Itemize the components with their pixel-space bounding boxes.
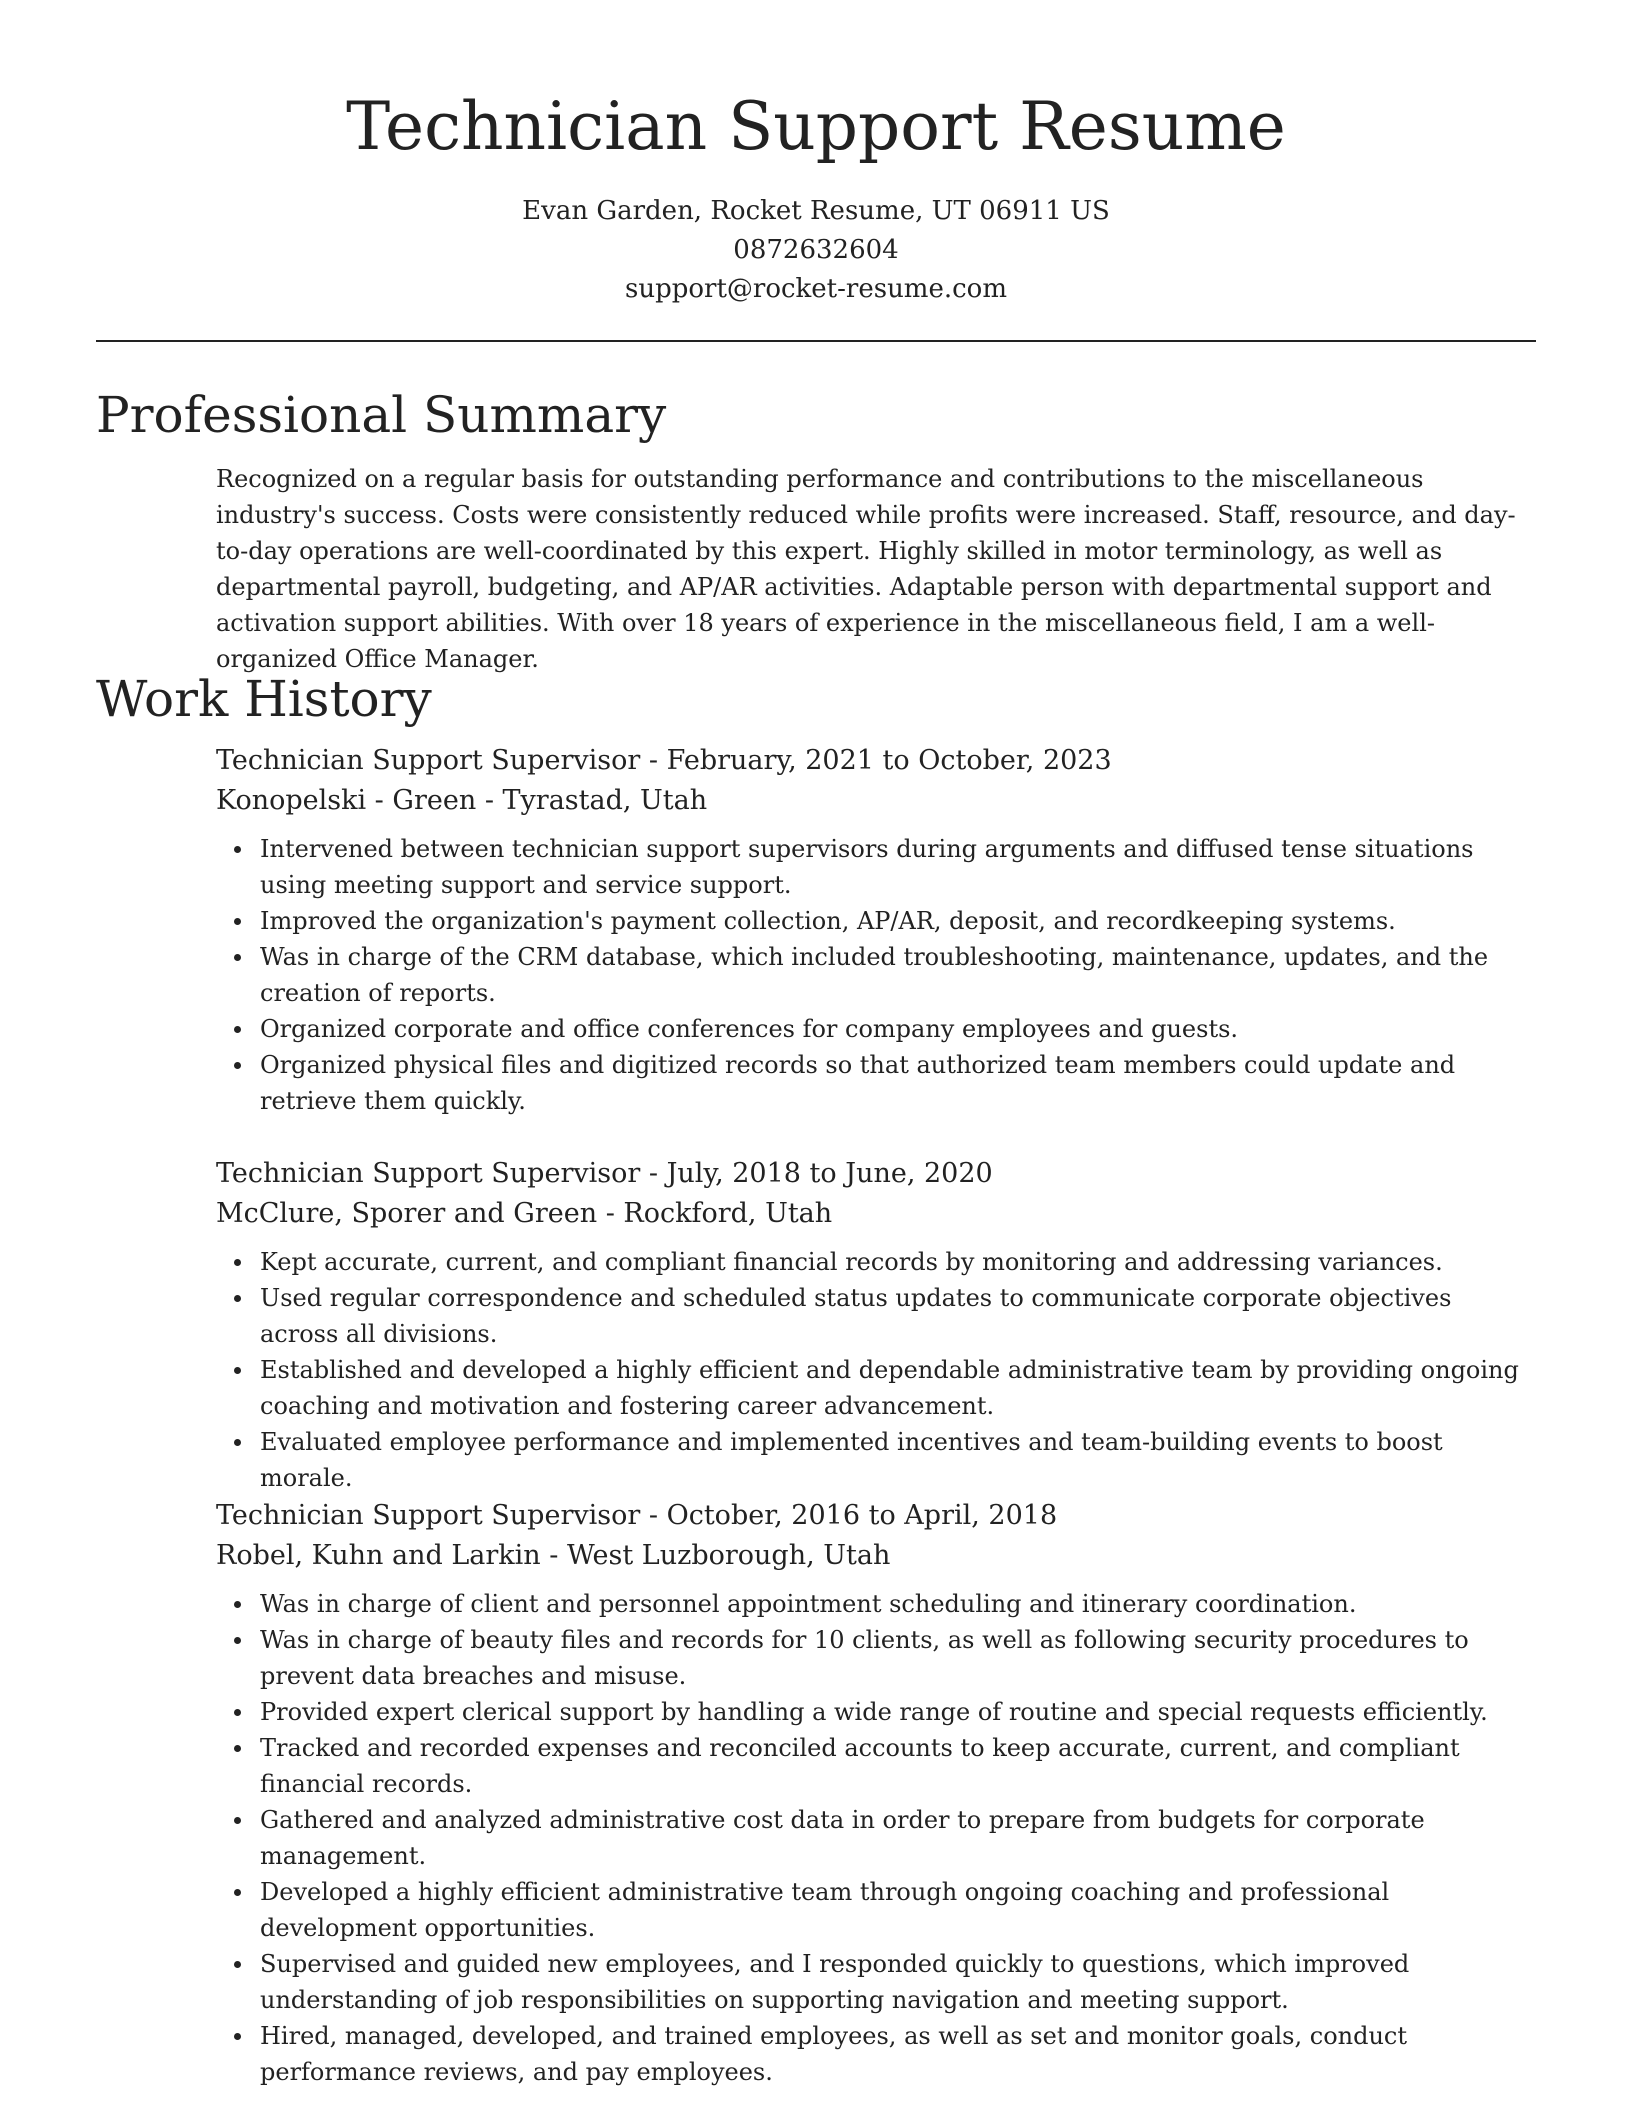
job-title-line: Technician Support Supervisor - October, 2016 to April, 2018	[216, 1500, 1058, 1531]
job-bullets	[216, 831, 1536, 1119]
list-item: Improved the organization's payment collection, AP/AR, deposit, and recordkeeping systems.	[260, 903, 1536, 939]
list-item: Tracked and recorded expenses and reconciled accounts to keep accurate, current, and compliant financial records.	[260, 1730, 1536, 1802]
job-company-line: Robel, Kuhn and Larkin - West Luzborough, Utah	[216, 1540, 891, 1571]
job-location: West Luzborough, Utah	[566, 1540, 891, 1571]
job-company: Robel, Kuhn and Larkin	[216, 1540, 541, 1571]
contact-email: support@rocket-resume.com	[624, 274, 1007, 304]
job-dates: July, 2018 to June, 2020	[666, 1158, 993, 1189]
job-entry	[216, 1154, 1536, 1496]
list-item: Used regular correspondence and scheduled status updates to communicate corporate objectives across all divisions.	[260, 1280, 1536, 1352]
list-item: Gathered and analyzed administrative cost data in order to prepare from budgets for corporate management.	[260, 1802, 1536, 1874]
list-item: Was in charge of client and personnel appointment scheduling and itinerary coordination.	[260, 1586, 1536, 1622]
job-company-line: McClure, Sporer and Green - Rockford, Utah	[216, 1198, 833, 1229]
list-item: Evaluated employee performance and implemented incentives and team-building events to boost morale.	[260, 1424, 1536, 1496]
contact-address: Evan Garden, Rocket Resume, UT 06911 US	[522, 196, 1110, 226]
list-item: Developed a highly efficient administrative team through ongoing coaching and professional development opportunities.	[260, 1874, 1536, 1946]
job-title: Technician Support Supervisor	[216, 1500, 641, 1531]
job-entry	[216, 741, 1536, 1119]
list-item: Organized physical files and digitized records so that authorized team members could update and retrieve them quickly.	[260, 1047, 1536, 1119]
job-bullets	[216, 1244, 1536, 1496]
list-item: Intervened between technician support supervisors during arguments and diffused tense situations using meeting support and service support.	[260, 831, 1536, 903]
list-item: Provided expert clerical support by handling a wide range of routine and special requests efficiently.	[260, 1694, 1536, 1730]
job-company-line: Konopelski - Green - Tyrastad, Utah	[216, 785, 708, 816]
job-dates: October, 2016 to April, 2018	[666, 1500, 1058, 1531]
professional-summary-heading: Professional Summary	[96, 386, 667, 444]
job-location: Rockford, Utah	[623, 1198, 833, 1229]
work-history-heading: Work History	[96, 670, 432, 728]
job-company: McClure, Sporer and Green	[216, 1198, 598, 1229]
professional-summary-text: Recognized on a regular basis for outstanding performance and contributions to the miscellaneous industry's success. Costs were consistently reduced while profits were increased. Staff, resource, and day-to-day operations are well-coordinated by this expert. Highly skilled in motor terminology, as well as departmental payroll, budgeting, and AP/AR activities. Adaptable person with departmental support and activation support abilities. With over 18 years of experience in the miscellaneous field, I am a well-organized Office Manager.	[216, 465, 1516, 673]
list-item: Hired, managed, developed, and trained employees, as well as set and monitor goals, conduct performance reviews, and pay employees.	[260, 2018, 1536, 2090]
job-entry	[216, 1496, 1536, 2090]
list-item: Established and developed a highly efficient and dependable administrative team by providing ongoing coaching and motivation and fostering career advancement.	[260, 1352, 1536, 1424]
job-title: Technician Support Supervisor	[216, 1158, 641, 1189]
resume-title: Technician Support Resume	[346, 88, 1286, 165]
list-item: Supervised and guided new employees, and I responded quickly to questions, which improved understanding of job responsibilities on supporting navigation and meeting support.	[260, 1946, 1536, 2018]
job-title: Technician Support Supervisor	[216, 745, 641, 776]
list-item: Was in charge of the CRM database, which included troubleshooting, maintenance, updates, and the creation of reports.	[260, 939, 1536, 1011]
job-company: Konopelski - Green	[216, 785, 477, 816]
job-dates: February, 2021 to October, 2023	[666, 745, 1112, 776]
job-title-line: Technician Support Supervisor - February, 2021 to October, 2023	[216, 745, 1112, 776]
list-item: Was in charge of beauty files and records for 10 clients, as well as following security procedures to prevent data breaches and misuse.	[260, 1622, 1536, 1694]
job-location: Tyrastad, Utah	[502, 785, 708, 816]
contact-block	[0, 192, 1632, 309]
job-bullets	[216, 1586, 1536, 2090]
contact-phone: 0872632604	[733, 235, 899, 265]
header-divider	[96, 340, 1536, 342]
list-item: Organized corporate and office conferences for company employees and guests.	[260, 1011, 1536, 1047]
list-item: Kept accurate, current, and compliant financial records by monitoring and addressing variances.	[260, 1244, 1536, 1280]
job-title-line: Technician Support Supervisor - July, 2018 to June, 2020	[216, 1158, 993, 1189]
